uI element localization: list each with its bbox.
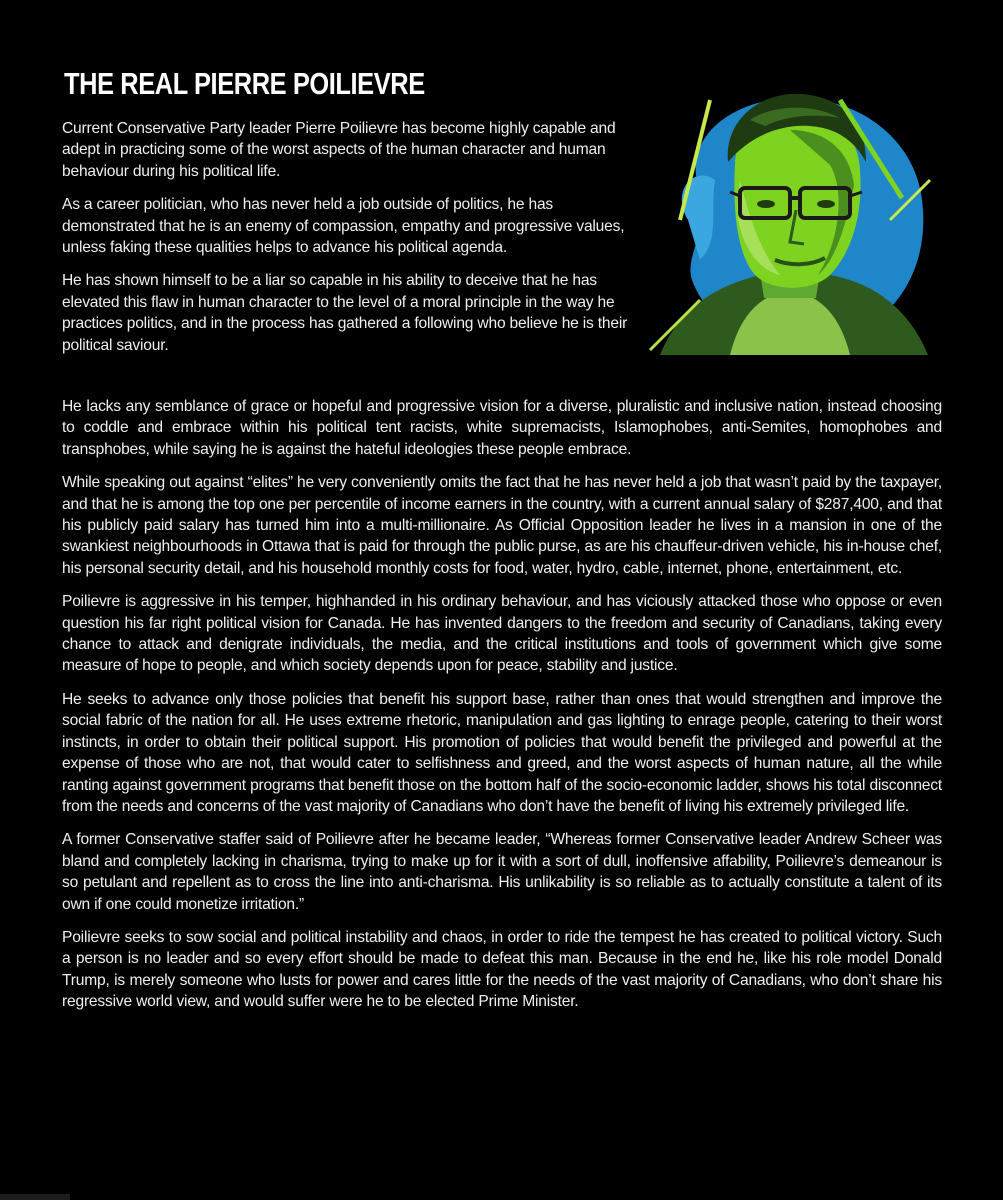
- body-paragraph: While speaking out against “elites” he very conveniently omits the fact that he has never held a job that wasn’t paid by the taxpayer, and that he is among the top one per percentile of income earners in the country, with a current annual salary of $287,400, and that his publicly paid salary has turned him into a multi-millionaire. As Official Opposition leader he lives in a mansion in one of the swankiest neighbourhoods in Ottawa that is paid for through the public purse, as are his chauffeur-driven vehicle, his in-house chef, his personal security detail, and his household monthly costs for food, water, hydro, cable, internet, phone, entertainment, etc.: [62, 474, 942, 577]
- intro-paragraph: Current Conservative Party leader Pierre Poilievre has become highly capable and adept in practicing some of the worst aspects of the human character and human behaviour during his political life.: [62, 120, 616, 180]
- intro-column: [62, 118, 642, 368]
- intro-paragraph: He has shown himself to be a liar so capable in his ability to deceive that he has elevated this flaw in human character to the level of a moral principle in the way he practices politics, and in the process has gathered a following who believe he is their political saviour.: [62, 272, 628, 354]
- body-paragraph: Poilievre is aggressive in his temper, highhanded in his ordinary behaviour, and has viciously attacked those who oppose or even question his far right political vision for Canada. He has invented dangers to the freedom and security of Canadians, taking every chance to attack and denigrate individuals, the media, and the critical institutions and tools of government which give some measure of hope to people, and which society depends upon for peace, stability and justice.: [62, 593, 942, 675]
- body-column: [62, 396, 942, 1025]
- portrait-illustration: [640, 70, 940, 360]
- intro-paragraph: As a career politician, who has never held a job outside of politics, he has demonstrated that he is an enemy of compassion, empathy and progressive values, unless faking these qualities helps to advance his political agenda.: [62, 196, 625, 257]
- portrait-art: [640, 70, 940, 360]
- body-paragraph: He lacks any semblance of grace or hopeful and progressive vision for a diverse, pluralistic and inclusive nation, instead choosing to coddle and embrace within his political tent racists, white supremacists, Islamophobes, anti-Semites, homophobes and transphobes, while saying he is against the hateful ideologies these people embrace.: [62, 398, 942, 458]
- corner-mark: [0, 1194, 70, 1200]
- article-title: THE REAL PIERRE POILIEVRE: [64, 66, 425, 101]
- body-paragraph: A former Conservative staffer said of Poilievre after he became leader, “Whereas former Conservative leader Andrew Scheer was bland and completely lacking in charisma, trying to make up for it with a sort of dull, inoffensive affability, Poilievre’s demeanour is so petulant and repellent as to cross the line into anti-charisma. His unlikability is so reliable as to actually constitute a talent of its own if one could monetize irritation.”: [62, 831, 942, 913]
- body-paragraph: Poilievre seeks to sow social and political instability and chaos, in order to ride the tempest he has created to political victory. Such a person is no leader and so every effort should be made to defeat this man. Because in the end he, like his role model Donald Trump, is merely someone who lusts for power and cares little for the needs of the vast majority of Canadians, who don’t share his regressive world view, and would suffer were he to be elected Prime Minister.: [62, 928, 942, 1011]
- body-paragraph: He seeks to advance only those policies that benefit his support base, rather than ones that would strengthen and improve the social fabric of the nation for all. He uses extreme rhetoric, manipulation and gas lighting to enrage people, catering to their worst instincts, in order to obtain their political support. His promotion of policies that would benefit the privileged and powerful at the expense of those who are not, that would cater to selfishness and greed, and the worst aspects of human nature, all the while ranting against government programs that benefit those on the bottom half of the socio-economic ladder, shows his total disconnect from the needs and concerns of the vast majority of Canadians who don’t have the benefit of living his extremely privileged life.: [62, 690, 942, 815]
